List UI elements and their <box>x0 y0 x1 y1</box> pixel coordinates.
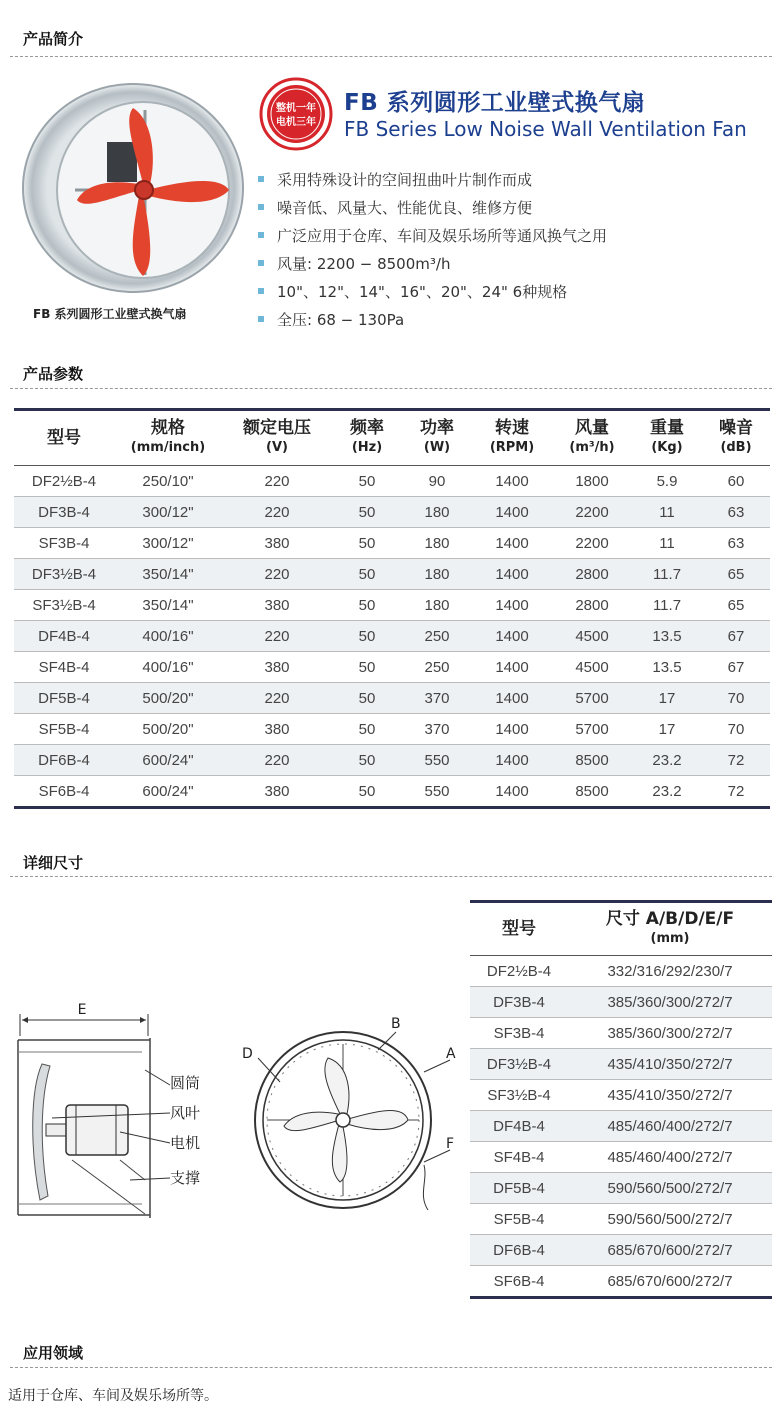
table-row <box>14 776 770 808</box>
table-row <box>470 987 772 1018</box>
table-header-row <box>470 902 772 956</box>
table-cell: SF4B-4 <box>14 652 114 683</box>
table-cell: 380 <box>222 776 332 808</box>
table-row <box>14 528 770 559</box>
bullet-icon <box>258 176 264 182</box>
table-cell: 60 <box>702 466 770 497</box>
part-label-support: 支撑 <box>170 1169 201 1187</box>
table-cell: 50 <box>332 528 402 559</box>
table-cell: 4500 <box>552 652 632 683</box>
table-cell: 65 <box>702 590 770 621</box>
part-label-motor: 电机 <box>170 1134 201 1152</box>
column-header <box>470 902 568 956</box>
table-cell: 11 <box>632 497 702 528</box>
table-cell: 435/410/350/272/7 <box>568 1080 772 1111</box>
table-cell: DF3½B-4 <box>14 559 114 590</box>
table-cell: 220 <box>222 559 332 590</box>
table-cell: 600/24" <box>114 745 222 776</box>
table-row <box>14 652 770 683</box>
table-row <box>14 466 770 497</box>
table-cell: SF3½B-4 <box>470 1080 568 1111</box>
section-title-params: 产品参数 <box>23 365 84 383</box>
table-cell: 300/12" <box>114 497 222 528</box>
column-header-label: 重量 <box>650 418 684 438</box>
table-cell: SF3B-4 <box>14 528 114 559</box>
table-row <box>14 621 770 652</box>
table-cell: 220 <box>222 466 332 497</box>
table-cell: DF6B-4 <box>470 1235 568 1266</box>
table-cell: 63 <box>702 497 770 528</box>
table-cell: 13.5 <box>632 621 702 652</box>
divider <box>10 56 772 57</box>
table-cell: 600/24" <box>114 776 222 808</box>
table-cell: 50 <box>332 621 402 652</box>
table-cell: 1400 <box>472 652 552 683</box>
table-cell: DF2½B-4 <box>14 466 114 497</box>
divider <box>10 388 772 389</box>
table-cell: 380 <box>222 652 332 683</box>
table-cell: 180 <box>402 497 472 528</box>
table-header-row <box>14 410 770 466</box>
table-cell: 500/20" <box>114 714 222 745</box>
column-header <box>222 410 332 466</box>
column-header-label: 转速 <box>495 418 529 438</box>
column-header-unit: (mm) <box>650 931 690 946</box>
table-cell: 380 <box>222 528 332 559</box>
section-title-intro: 产品简介 <box>23 30 84 48</box>
column-header <box>552 410 632 466</box>
dimensions-table <box>470 900 772 1299</box>
bullet-icon <box>258 316 264 322</box>
table-cell: 50 <box>332 652 402 683</box>
table-row <box>470 1049 772 1080</box>
table-cell: 300/12" <box>114 528 222 559</box>
table-cell: 1400 <box>472 683 552 714</box>
table-cell: 50 <box>332 745 402 776</box>
table-cell: DF3B-4 <box>14 497 114 528</box>
table-cell: 1400 <box>472 590 552 621</box>
dimension-d-label: D <box>242 1046 253 1062</box>
dimension-f-label: F <box>446 1136 455 1152</box>
table-cell: DF4B-4 <box>14 621 114 652</box>
column-header-label: 功率 <box>420 418 454 438</box>
divider <box>10 1367 772 1368</box>
column-header-label: 频率 <box>350 418 384 438</box>
column-header <box>114 410 222 466</box>
table-cell: DF3½B-4 <box>470 1049 568 1080</box>
table-cell: 550 <box>402 745 472 776</box>
column-header <box>568 902 772 956</box>
table-cell: SF6B-4 <box>14 776 114 808</box>
table-cell: 50 <box>332 683 402 714</box>
table-row <box>470 1018 772 1049</box>
table-cell: SF3B-4 <box>470 1018 568 1049</box>
table-cell: 485/460/400/272/7 <box>568 1111 772 1142</box>
table-row <box>470 1142 772 1173</box>
table-cell: 50 <box>332 559 402 590</box>
table-cell: 17 <box>632 714 702 745</box>
table-cell: 13.5 <box>632 652 702 683</box>
divider <box>10 876 772 877</box>
dimension-e-label: E <box>77 1002 87 1018</box>
table-cell: 67 <box>702 652 770 683</box>
table-row <box>470 1235 772 1266</box>
table-cell: 2200 <box>552 497 632 528</box>
table-row <box>14 714 770 745</box>
bullet-icon <box>258 204 264 210</box>
column-header-unit: (W) <box>423 440 451 455</box>
product-caption: FB 系列圆形工业壁式换气扇 <box>33 307 187 321</box>
table-cell: 1400 <box>472 497 552 528</box>
table-cell: 370 <box>402 683 472 714</box>
table-cell: DF2½B-4 <box>470 956 568 987</box>
table-cell: 2800 <box>552 559 632 590</box>
badge-line-2: 电机三年 <box>276 117 316 128</box>
table-cell: 485/460/400/272/7 <box>568 1142 772 1173</box>
feature-list <box>258 165 607 333</box>
table-cell: 50 <box>332 497 402 528</box>
column-header-unit: (mm/inch) <box>130 440 206 455</box>
front-view-diagram <box>228 1010 468 1210</box>
badge-line-1: 整机一年 <box>276 103 316 114</box>
table-cell: 250 <box>402 652 472 683</box>
column-header-label: 型号 <box>502 918 536 939</box>
table-cell: 400/16" <box>114 621 222 652</box>
column-header-label: 尺寸 A/B/D/E/F <box>605 909 735 929</box>
table-cell: 11.7 <box>632 590 702 621</box>
bullet-icon <box>258 232 264 238</box>
table-cell: 23.2 <box>632 745 702 776</box>
column-header-label: 额定电压 <box>243 418 311 438</box>
table-cell: SF3½B-4 <box>14 590 114 621</box>
table-cell: 385/360/300/272/7 <box>568 1018 772 1049</box>
table-cell: 370 <box>402 714 472 745</box>
table-row <box>14 590 770 621</box>
table-cell: 70 <box>702 683 770 714</box>
feature-item: 风量: 2200 − 8500m³/h <box>258 249 607 277</box>
column-header-unit: (m³/h) <box>569 440 615 455</box>
table-row <box>470 1111 772 1142</box>
table-cell: 380 <box>222 714 332 745</box>
params-table <box>14 408 770 809</box>
table-cell: 50 <box>332 714 402 745</box>
table-row <box>14 745 770 776</box>
table-cell: 250 <box>402 621 472 652</box>
table-cell: 70 <box>702 714 770 745</box>
product-title-en: FB Series Low Noise Wall Ventilation Fan <box>344 117 747 141</box>
table-cell: 1400 <box>472 714 552 745</box>
column-header <box>632 410 702 466</box>
table-cell: 590/560/500/272/7 <box>568 1204 772 1235</box>
table-cell: DF6B-4 <box>14 745 114 776</box>
table-cell: 180 <box>402 528 472 559</box>
table-cell: SF6B-4 <box>470 1266 568 1298</box>
dimension-a-label: A <box>446 1046 456 1062</box>
table-cell: 220 <box>222 745 332 776</box>
table-cell: 1400 <box>472 528 552 559</box>
table-cell: 1400 <box>472 745 552 776</box>
side-view-diagram <box>10 1000 220 1225</box>
warranty-seal <box>259 77 333 151</box>
column-header-label: 噪音 <box>719 418 753 438</box>
table-row <box>470 1204 772 1235</box>
table-row <box>470 1173 772 1204</box>
table-cell: 23.2 <box>632 776 702 808</box>
column-header-unit: (V) <box>266 440 288 455</box>
table-cell: 350/14" <box>114 559 222 590</box>
column-header <box>332 410 402 466</box>
table-cell: 65 <box>702 559 770 590</box>
fan-product-photo <box>15 80 245 295</box>
table-cell: SF5B-4 <box>470 1204 568 1235</box>
table-cell: 5700 <box>552 714 632 745</box>
table-cell: 180 <box>402 559 472 590</box>
table-cell: 380 <box>222 590 332 621</box>
table-row <box>470 1266 772 1298</box>
table-cell: 220 <box>222 497 332 528</box>
table-cell: 435/410/350/272/7 <box>568 1049 772 1080</box>
table-cell: 11.7 <box>632 559 702 590</box>
bullet-icon <box>258 288 264 294</box>
table-cell: 72 <box>702 745 770 776</box>
table-cell: DF5B-4 <box>14 683 114 714</box>
column-header-label: 风量 <box>575 418 609 438</box>
table-cell: 8500 <box>552 776 632 808</box>
table-cell: 685/670/600/272/7 <box>568 1266 772 1298</box>
table-cell: 550 <box>402 776 472 808</box>
part-label-cylinder: 圆筒 <box>170 1074 201 1092</box>
feature-item: 采用特殊设计的空间扭曲叶片制作而成 <box>258 165 607 193</box>
product-title-cn: FB 系列圆形工业壁式换气扇 <box>344 90 646 116</box>
column-header-unit: (RPM) <box>489 440 535 455</box>
table-cell: 350/14" <box>114 590 222 621</box>
feature-item: 10"、12"、14"、16"、20"、24" 6种规格 <box>258 277 607 305</box>
column-header <box>14 410 114 466</box>
table-cell: DF4B-4 <box>470 1111 568 1142</box>
table-cell: 50 <box>332 776 402 808</box>
table-cell: 90 <box>402 466 472 497</box>
table-row <box>14 497 770 528</box>
part-label-blade: 风叶 <box>170 1104 201 1122</box>
table-cell: 685/670/600/272/7 <box>568 1235 772 1266</box>
table-cell: 1400 <box>472 466 552 497</box>
dimension-b-label: B <box>391 1016 401 1032</box>
table-cell: 72 <box>702 776 770 808</box>
table-cell: 63 <box>702 528 770 559</box>
table-cell: 500/20" <box>114 683 222 714</box>
table-cell: SF4B-4 <box>470 1142 568 1173</box>
table-cell: DF5B-4 <box>470 1173 568 1204</box>
table-cell: 220 <box>222 683 332 714</box>
table-cell: 220 <box>222 621 332 652</box>
feature-item: 全压: 68 − 130Pa <box>258 305 607 333</box>
column-header <box>472 410 552 466</box>
table-cell: 1400 <box>472 621 552 652</box>
table-cell: 1400 <box>472 559 552 590</box>
table-cell: DF3B-4 <box>470 987 568 1018</box>
table-cell: 5.9 <box>632 466 702 497</box>
bullet-icon <box>258 260 264 266</box>
table-cell: 180 <box>402 590 472 621</box>
table-cell: 1800 <box>552 466 632 497</box>
table-row <box>470 956 772 987</box>
table-row <box>14 683 770 714</box>
table-cell: 5700 <box>552 683 632 714</box>
table-row <box>470 1080 772 1111</box>
section-title-dims: 详细尺寸 <box>23 854 84 872</box>
column-header <box>402 410 472 466</box>
table-cell: 50 <box>332 466 402 497</box>
table-cell: 8500 <box>552 745 632 776</box>
table-cell: 11 <box>632 528 702 559</box>
section-title-apply: 应用领域 <box>23 1344 84 1362</box>
column-header-label: 型号 <box>47 427 81 448</box>
table-cell: 2800 <box>552 590 632 621</box>
table-cell: 17 <box>632 683 702 714</box>
table-cell: 385/360/300/272/7 <box>568 987 772 1018</box>
column-header-unit: (Kg) <box>651 440 683 455</box>
column-header-label: 规格 <box>151 418 185 438</box>
table-cell: 590/560/500/272/7 <box>568 1173 772 1204</box>
feature-item: 噪音低、风量大、性能优良、维修方便 <box>258 193 607 221</box>
table-cell: 4500 <box>552 621 632 652</box>
table-cell: 2200 <box>552 528 632 559</box>
column-header-unit: (Hz) <box>351 440 383 455</box>
table-cell: 50 <box>332 590 402 621</box>
feature-item: 广泛应用于仓库、车间及娱乐场所等通风换气之用 <box>258 221 607 249</box>
column-header <box>702 410 770 466</box>
table-cell: 332/316/292/230/7 <box>568 956 772 987</box>
table-cell: 250/10" <box>114 466 222 497</box>
application-text: 适用于仓库、车间及娱乐场所等。 <box>8 1388 218 1404</box>
table-cell: 67 <box>702 621 770 652</box>
table-cell: 400/16" <box>114 652 222 683</box>
table-row <box>14 559 770 590</box>
table-cell: SF5B-4 <box>14 714 114 745</box>
table-cell: 1400 <box>472 776 552 808</box>
column-header-unit: (dB) <box>720 440 752 455</box>
